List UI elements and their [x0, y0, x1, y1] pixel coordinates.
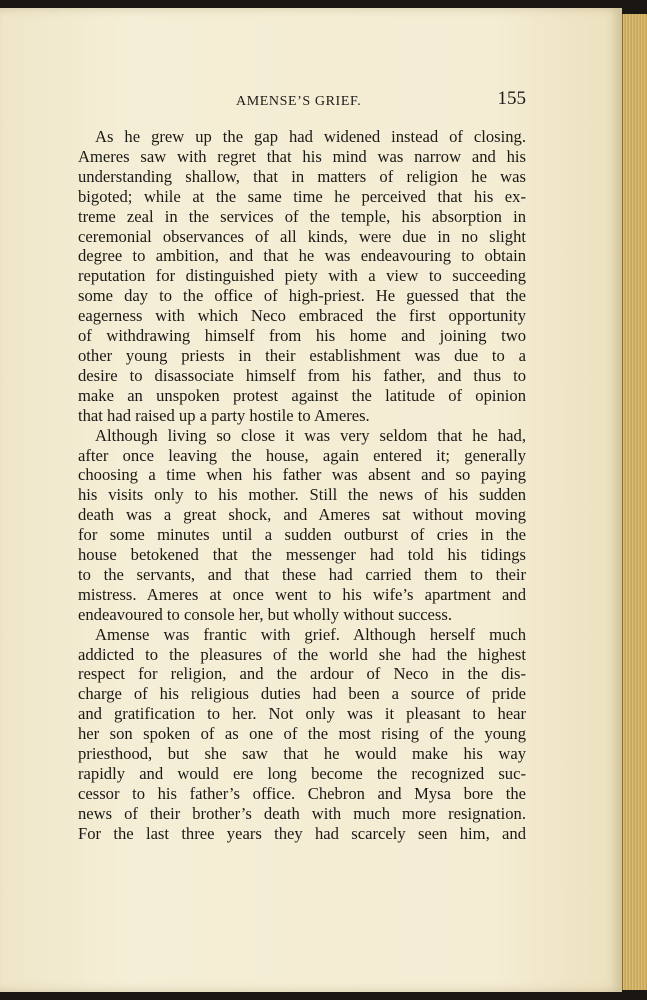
page-header	[78, 86, 526, 116]
text-line: make an unspoken protest against the latitude of opinion	[78, 385, 526, 405]
text-line: death was a great shock, and Ameres sat without moving	[78, 505, 526, 525]
text-line: reputation for distinguished piety with a view to succeeding	[78, 266, 526, 286]
text-line: house betokened that the messenger had told his tidings	[78, 545, 526, 565]
text-line: treme zeal in the services of the temple, his absorption in	[78, 206, 526, 226]
text-line: Although living so close it was very seldom that he had,	[95, 425, 526, 445]
body-text	[78, 127, 526, 844]
text-line: degree to ambition, and that he was endeavouring to obtain	[78, 246, 526, 266]
text-line: Amense was frantic with grief. Although herself much	[95, 624, 526, 644]
text-line: of withdrawing himself from his home and joining two	[78, 326, 526, 346]
text-line: respect for religion, and the ardour of Neco in the dis-	[78, 664, 526, 684]
text-line: charge of his religious duties had been a source of pride	[78, 684, 526, 704]
text-line: priesthood, but she saw that he would make his way	[78, 744, 526, 764]
text-line: to the servants, and that these had carried them to their	[78, 564, 526, 584]
text-line: desire to disassociate himself from his father, and thus to	[78, 365, 526, 385]
text-line: mistress. Ameres at once went to his wife’s apartment and	[78, 584, 526, 604]
text-line: that had raised up a party hostile to Ameres.	[78, 405, 370, 425]
text-line: addicted to the pleasures of the world she had the highest	[78, 644, 526, 664]
text-line: rapidly and would ere long become the recognized suc-	[78, 764, 526, 783]
text-line: his visits only to his mother. Still the news of his sudden	[78, 485, 526, 505]
page-number: 155	[497, 88, 526, 109]
text-line: other young priests in their establishment was due to a	[78, 345, 526, 365]
text-line: some day to the office of high-priest. He guessed that the	[78, 286, 526, 306]
text-line: understanding shallow, that in matters of religion he was	[78, 166, 526, 186]
text-line: endeavoured to console her, but wholly without success.	[78, 604, 452, 624]
text-line: ceremonial observances of all kinds, were due in no slight	[78, 226, 526, 246]
text-line: for some minutes until a sudden outburst of cries in the	[78, 525, 526, 545]
text-line: cessor to his father’s office. Chebron and Mysa bore the	[78, 783, 526, 803]
text-line: her son spoken of as one of the most rising of the young	[78, 724, 526, 744]
text-line: after once leaving the house, again entered it; generally	[78, 445, 526, 465]
running-head: AMENSE’S GRIEF.	[236, 94, 362, 109]
text-line: and gratification to her. Not only was it pleasant to hear	[78, 704, 526, 724]
page-edges	[622, 14, 647, 990]
text-line: For the last three years they had scarcely seen him, and	[78, 823, 526, 843]
text-line: choosing a time when his father was absent and so paying	[78, 465, 526, 485]
text-line: As he grew up the gap had widened instead of closing.	[95, 127, 526, 146]
text-line: eagerness with which Neco embraced the first opportunity	[78, 306, 526, 326]
text-line: bigoted; while at the same time he perceived that his ex-	[78, 186, 526, 206]
text-line: Ameres saw with regret that his mind was narrow and his	[78, 146, 526, 166]
text-line: news of their brother’s death with much more resignation.	[78, 803, 526, 823]
